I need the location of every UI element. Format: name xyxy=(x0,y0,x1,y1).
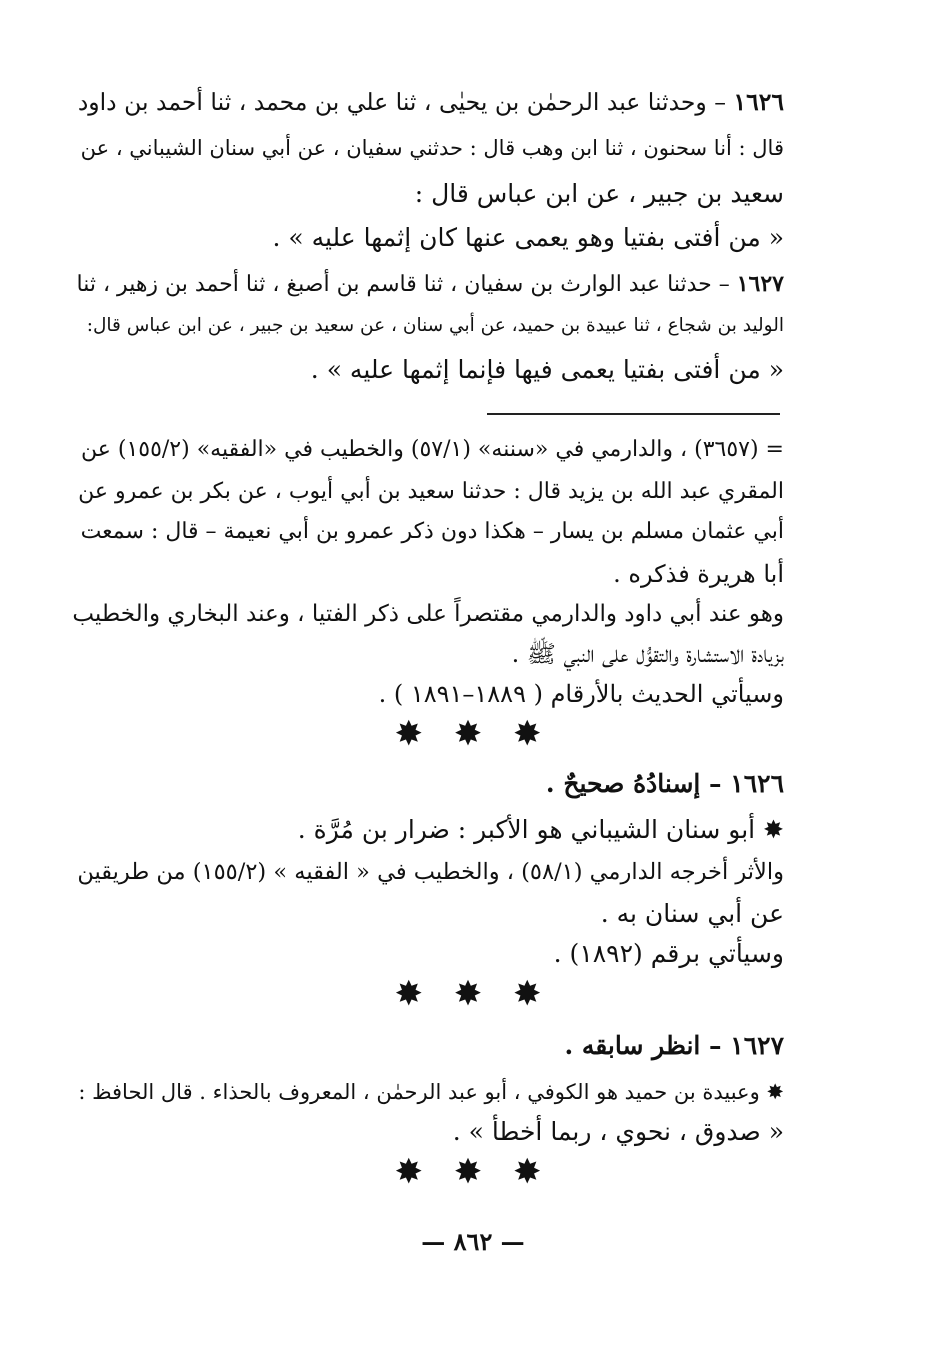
commentary-number: ١٦٢٧ xyxy=(730,1031,784,1060)
commentary-number: ١٦٢٦ xyxy=(730,769,784,798)
section-separator: ✸ ✸ ✸ xyxy=(394,1152,552,1192)
hadith-1627-line-2: الوليد بن شجاع ، ثنا عبيدة بن حميد، عن أبي سنان ، عن سعيد بن جبير ، عن ابن عباس قال: xyxy=(86,315,784,336)
commentary-1627-heading xyxy=(564,1024,784,1068)
hadith-text: – وحدثنا عبد الرحمٰن بن يحيٰى ، ثنا علي بن محمد ، ثنا أحمد بن داود xyxy=(77,88,727,116)
hadith-1627-line-3: « من أفتى بفتيا يعمى فيها فإنما إثمها عليه » . xyxy=(310,355,784,384)
footnote-line: أبي عثمان مسلم بن يسار – هكذا دون ذكر عمرو بن أبي نعيمة – قال : سمعت xyxy=(80,519,784,544)
footnote-line: المقري عبد الله بن يزيد قال : حدثنا سعيد بن أبي أيوب ، عن بكر بن عمرو عن xyxy=(78,479,784,504)
hadith-text: – حدثنا عبد الوارث بن سفيان ، ثنا قاسم بن أصبغ ، ثنا أحمد بن زهير ، ثنا xyxy=(76,272,730,297)
commentary-heading: – انظر سابقه . xyxy=(564,1031,722,1060)
hadith-1626-line-4: « من أفتى بفتيا وهو يعمى عنها كان إثمها عليه » . xyxy=(272,223,784,252)
section-separator: ✸ ✸ ✸ xyxy=(394,974,552,1014)
hadith-number: ١٦٢٦ xyxy=(733,88,784,116)
commentary-line: عن أبي سنان به . xyxy=(600,899,784,928)
footnote-line: بزيادة الاستشارة والتقوُّل على النبي ﷺ . xyxy=(511,640,784,668)
commentary-line: وسيأتي برقم (١٨٩٢) . xyxy=(553,939,784,968)
footnote-line: = (٣٦٥٧) ، والدارمي في «سننه» (٥٧/١) والخطيب في «الفقيه» (١٥٥/٢) عن xyxy=(80,437,784,462)
footnote-line: وهو عند أبي داود والدارمي مقتصراً على ذكر الفتيا ، وعند البخاري والخطيب xyxy=(72,601,784,627)
section-separator: ✸ ✸ ✸ xyxy=(394,714,552,754)
footnote-line: أبا هريرة فذكره . xyxy=(613,560,784,588)
hadith-1627-line-1 xyxy=(77,262,785,307)
footnote-divider xyxy=(487,413,780,415)
hadith-1626-line-2: قال : أنا سحنون ، ثنا ابن وهب قال : حدثني سفيان ، عن أبي سنان الشيباني ، عن xyxy=(80,136,784,160)
hadith-number: ١٦٢٧ xyxy=(736,271,784,297)
commentary-1626-heading xyxy=(546,762,784,806)
hadith-1626-line-1 xyxy=(78,80,784,124)
commentary-line: والأثر أخرجه الدارمي (٥٨/١) ، والخطيب في « الفقيه » (١٥٥/٢) من طريقين xyxy=(77,859,784,885)
hadith-1626-line-3: سعيد بن جبير ، عن ابن عباس قال : xyxy=(414,179,784,208)
commentary-line: ✸ أبو سنان الشيباني هو الأكبر : ضرار بن مُرَّة . xyxy=(297,815,784,844)
page-number: — ٨٦٢ — xyxy=(421,1227,525,1256)
commentary-heading: – إسنادُهُ صحيحٌ . xyxy=(545,769,722,798)
commentary-line: « صدوق ، نحوي ، ربما أخطأ » . xyxy=(452,1117,784,1146)
commentary-line: ✸ وعبيدة بن حميد هو الكوفي ، أبو عبد الرحمٰن ، المعروف بالحذاء . قال الحافظ : xyxy=(78,1080,784,1104)
footnote-line: وسيأتي الحديث بالأرقام ( ١٨٨٩–١٨٩١ ) . xyxy=(378,680,784,708)
